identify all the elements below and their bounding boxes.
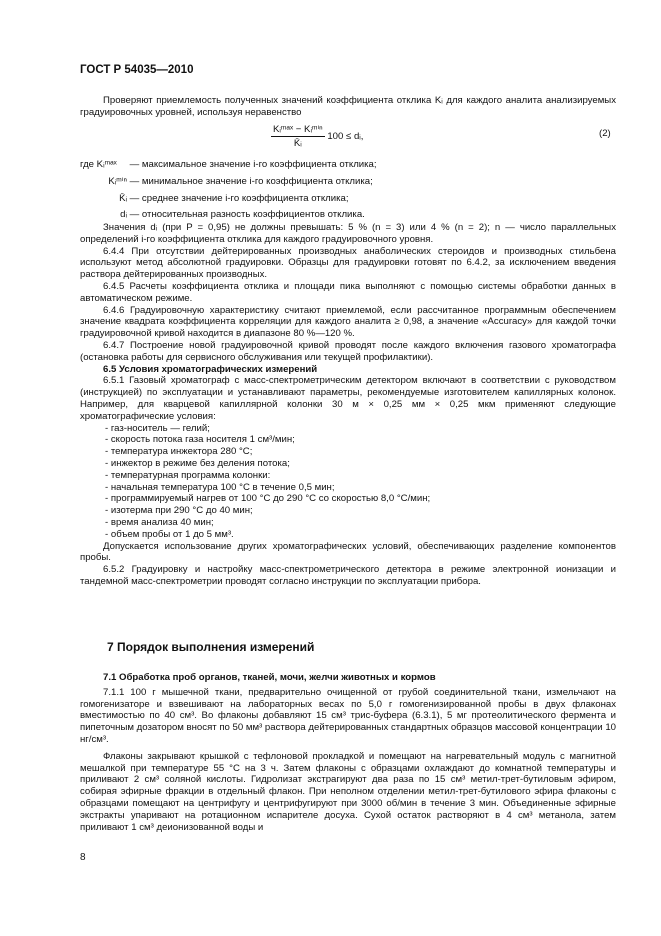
paragraph: 6.5.1 Газовый хроматограф с масс-спектрометрическим детектором включают в соответствии с руководством (инструкцией) по эксплуатации и устанавливают параметры, рекомендуемые изготовителем капиллярных колонок. Например, для кварцевой капиллярной колонки 30 м × 0,25 мм × 0,25 мкм применяют следующие хроматографические условия: — [80, 375, 616, 422]
where-text: — относительная разность коэффициентов отклика. — [129, 209, 365, 220]
where-symbol: dᵢ — [120, 209, 127, 220]
where-text: — среднее значение i-го коэффициента отклика; — [129, 193, 349, 204]
formula-denominator: K̄ᵢ — [293, 138, 302, 149]
paragraph: 6.4.6 Градуировочную характеристику считают приемлемой, если рассчитанное программным обеспечением значение квадрата коэффициента корреляции для каждого аналита ≥ 0,98, а значение «Accuracy» для каждой точки градуировочной кривой находится в диапазоне 80 %—120 %. — [80, 304, 616, 340]
where-line-4 — [80, 209, 365, 221]
paragraph: Флаконы закрывают крышкой с тефлоновой прокладкой и помещают на нагревательный модуль с магнитной мешалкой при температуре 55 °С на 3 ч. Затем флаконы с образцами охлаждают до комнатной температуры и приливают 2 см³ соляной кислоты. Гидролизат экстрагируют два раза по 15 см³ метил-трет-бутиловым эфиром, собирая эфирные фракции в отдельный флакон. При неполном отделении метил-трет-бутилового эфира флаконы с образцами помещают на центрифугу и центрифугируют при 3000 об/мин в течение 3 мин. Объединенные эфирные экстракты упаривают на ротационном испарителе досуха. Сухой остаток растворяют в 4 см³ метанола, затем приливают 1 см³ деионизованной воды и — [80, 750, 616, 833]
page-number: 8 — [80, 852, 86, 863]
list-item: - инжектор в режиме без деления потока; — [105, 457, 290, 469]
intro-paragraph — [80, 95, 616, 119]
standard-header: ГОСТ Р 54035—2010 — [80, 64, 194, 76]
paragraph: 6.4.7 Построение новой градуировочной кривой проводят после каждого включения газового хроматографа (остановка работы для сервисного обслуживания или текущей профилактики). — [80, 339, 616, 363]
paragraph: 6.4.4 При отсутствии дейтерированных производных анаболических стероидов и производных стильбена используют метод абсолютной градуировки. Образцы для градуировки готовят по 6.4.2, за исключением введения раствора дейтерированных производных. — [80, 245, 616, 281]
paragraph: 6.5.2 Градуировку и настройку масс-спектрометрического детектора в режиме электронной ионизации и тандемной масс-спектрометрии проводят согласно инструкции по эксплуатации прибора. — [80, 564, 616, 587]
section-7-1-heading: 7.1 Обработка проб органов, тканей, мочи, желчи животных и кормов — [103, 672, 436, 683]
paragraph: 6.4.5 Расчеты коэффициента отклика и площади пика выполняют с помощью системы обработки данных в автоматическом режиме. — [80, 280, 616, 304]
paragraph: 7.1.1 100 г мышечной ткани, предварительно очищенной от грубой соединительной ткани, измельчают на гомогенизаторе и взвешивают на лабораторных весах по 5,0 г гомогенизированной пробы в двух флаконах вместимостью по 40 см³. Во флаконы добавляют 15 см³ трис-буфера (6.3.1), 5 мг протеолитического фермента и пипеточным дозатором вносят по 50 мм³ раствора дейтерированных стандартных образцов массовой концентрации 10 нг/см³. — [80, 686, 616, 745]
where-text: — минимальное значение i-го коэффициента отклика; — [129, 176, 373, 187]
where-symbol: где Kᵢᵐᵃˣ — [80, 159, 117, 170]
list-item: - время анализа 40 мин; — [105, 516, 214, 528]
paragraph: Значения dᵢ (при P = 0,95) не должны превышать: 5 % (n = 3) или 4 % (n = 2); n — число параллельных определений i-го коэффициента отклика для каждого градуировочного уровня. — [80, 222, 616, 245]
where-line-1 — [80, 159, 377, 171]
section-7-body — [80, 672, 616, 833]
list-item: - скорость потока газа носителя 1 см³/мин; — [105, 434, 295, 446]
list-item: - температурная программа колонки: — [105, 469, 271, 481]
list-item: - газ-носитель — гелий; — [105, 422, 210, 434]
formula-2 — [271, 124, 363, 149]
intro-text: Проверяют приемлемость полученных значений коэффициента отклика Kᵢ для каждого аналита анализируемых градуировочных уровней, используя неравенство — [80, 95, 616, 118]
formula-tail: 100 ≤ dᵢ, — [327, 131, 364, 143]
where-line-3 — [80, 193, 349, 205]
list-item: - температура инжектора 280 °С; — [105, 446, 253, 458]
section-7-heading: 7 Порядок выполнения измерений — [107, 640, 315, 654]
section-6-5-heading: 6.5 Условия хроматографических измерений — [103, 363, 318, 375]
section-6-4-body — [80, 222, 616, 588]
formula-fraction — [271, 124, 325, 149]
formula-numerator: Kᵢᵐᵃˣ − Kᵢᵐⁱⁿ — [273, 124, 323, 135]
paragraph: Допускается использование других хроматографических условий, обеспечивающих разделение компонентов пробы. — [80, 540, 616, 564]
where-text: — максимальное значение i-го коэффициента отклика; — [129, 159, 377, 170]
list-item: - программируемый нагрев от 100 °С до 290 °С со скоростью 8,0 °С/мин; — [105, 493, 431, 505]
where-symbol: K̄ᵢ — [119, 193, 127, 204]
formula-number: (2) — [599, 128, 611, 139]
list-item: - объем пробы от 1 до 5 мм³. — [105, 528, 234, 540]
where-line-2 — [80, 176, 373, 188]
list-item: - изотерма при 290 °С до 40 мин; — [105, 505, 253, 517]
where-symbol: Kᵢᵐⁱⁿ — [108, 176, 127, 187]
list-item: - начальная температура 100 °С в течение 0,5 мин; — [105, 481, 335, 493]
